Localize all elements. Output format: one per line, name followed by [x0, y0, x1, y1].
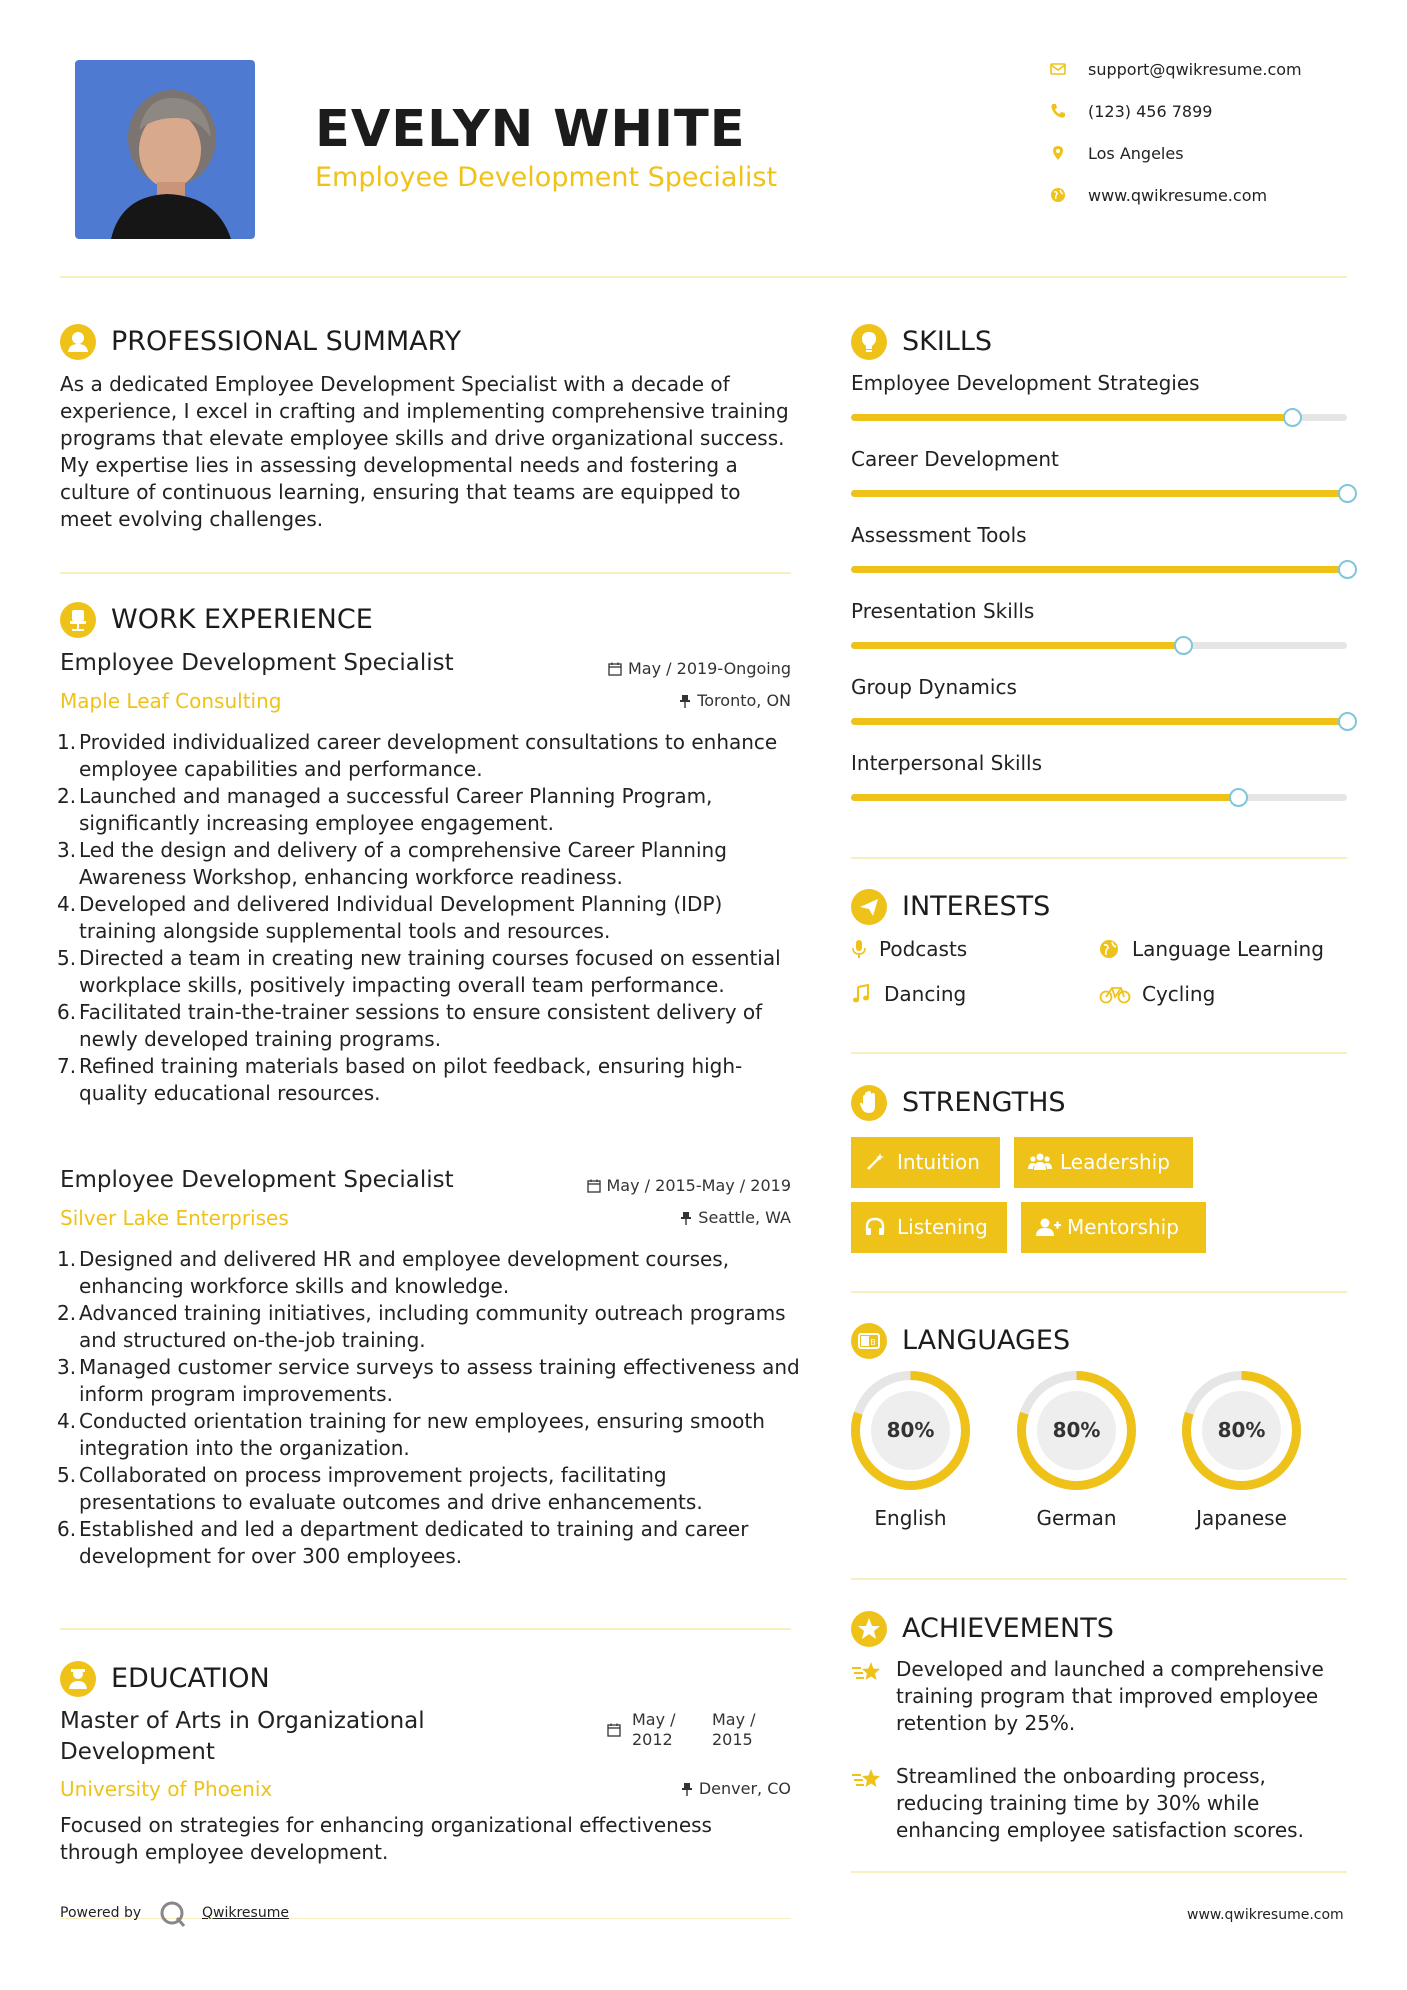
- skill-bar-fill: [851, 490, 1347, 497]
- location-icon: [1050, 145, 1066, 161]
- job-duties: [57, 1246, 800, 1570]
- languages-divider: [851, 1578, 1347, 1580]
- user-plus-icon: [1035, 1217, 1061, 1237]
- duty-item: 3. Managed customer service surveys to assess training effectiveness and inform program improvements.: [57, 1355, 800, 1406]
- skill-bar-knob[interactable]: [1338, 712, 1357, 731]
- skill-bar-fill: [851, 718, 1347, 725]
- job-date: [587, 1176, 792, 1195]
- language-name: English: [874, 1506, 947, 1530]
- duty-item: 2. Launched and managed a successful Career Planning Program, significantly increasing employee engagement.: [57, 784, 713, 835]
- skill-bar-fill: [851, 794, 1238, 801]
- skill-bar-track: [851, 566, 1347, 573]
- pin-icon: [681, 1782, 693, 1796]
- svg-text:B: B: [870, 1338, 876, 1347]
- duty-item: 2. Advanced training initiatives, including community outreach programs and structured on-the-job training.: [57, 1301, 786, 1352]
- degree-line-2: Development: [60, 1739, 215, 1765]
- calendar-icon: [608, 662, 622, 676]
- education-location-text: Denver, CO: [698, 1779, 791, 1798]
- education-description: Focused on strategies for enhancing organizational effectiveness through employee development.: [60, 1813, 712, 1864]
- job-location-text: Seattle, WA: [698, 1208, 791, 1227]
- school-name: University of Phoenix: [60, 1777, 273, 1801]
- shooting-star-icon: [851, 1767, 883, 1791]
- achievements-divider: [851, 1871, 1347, 1873]
- hand-icon: [851, 1085, 887, 1121]
- education-heading: EDUCATION: [111, 1663, 270, 1694]
- calendar-icon: [607, 1723, 621, 1742]
- job-location: [679, 691, 791, 710]
- skill-bar-fill: [851, 414, 1292, 421]
- candidate-name: EVELYN WHITE: [315, 100, 746, 159]
- interests-heading: INTERESTS: [902, 891, 1051, 922]
- brand-link[interactable]: Qwikresume: [202, 1905, 289, 1921]
- duty-item: 1. Designed and delivered HR and employee development courses, enhancing workforce skills and knowledge.: [57, 1247, 730, 1298]
- job-date-text: May / 2019-Ongoing: [628, 659, 791, 678]
- language-item: [1014, 1368, 1139, 1530]
- degree-line-1: Master of Arts in Organizational: [60, 1708, 425, 1734]
- skill-bar-fill: [851, 642, 1183, 649]
- job-location-text: Toronto, ON: [697, 691, 791, 710]
- headphones-icon: [865, 1217, 885, 1237]
- bicycle-icon: [1099, 984, 1131, 1004]
- achievements-heading: ACHIEVEMENTS: [902, 1613, 1114, 1644]
- strengths-divider: [851, 1291, 1347, 1293]
- skill-bar-knob[interactable]: [1338, 560, 1357, 579]
- skill-bar-track: [851, 794, 1347, 801]
- skills-heading: SKILLS: [902, 326, 993, 357]
- experience-divider: [60, 1628, 791, 1630]
- skills-divider: [851, 857, 1347, 859]
- strengths-heading: STRENGTHS: [902, 1087, 1066, 1118]
- education-date-end: [712, 1710, 756, 1750]
- duty-item: 4. Developed and delivered Individual Development Planning (IDP) training alongside supplemental tools and resources.: [57, 892, 723, 943]
- language-item: [1179, 1368, 1304, 1530]
- microphone-icon: [851, 939, 867, 959]
- interests-divider: [851, 1052, 1347, 1054]
- skill-name: Career Development: [851, 447, 1059, 471]
- job-company: Silver Lake Enterprises: [60, 1206, 289, 1230]
- interest-label: Podcasts: [879, 937, 968, 961]
- language-icon: [851, 1323, 887, 1359]
- job-date: [608, 659, 791, 678]
- duty-item: 1. Provided individualized career development consultations to enhance employee capabilities and performance.: [57, 730, 778, 781]
- phone-icon: [1050, 103, 1066, 119]
- language-item: [848, 1368, 973, 1530]
- contact-phone-text: (123) 456 7899: [1088, 102, 1213, 121]
- duty-item: 5. Directed a team in creating new training courses focused on essential workplace skills, positively impacting overall team performance.: [57, 946, 781, 997]
- date-start-year: 2012: [632, 1730, 673, 1749]
- education-date-start: [632, 1710, 676, 1750]
- paper-plane-icon: [851, 889, 887, 925]
- calendar-icon: [587, 1179, 601, 1193]
- strength-tag: [1021, 1202, 1206, 1253]
- globe-icon: [1099, 939, 1119, 959]
- contact-website-text: www.qwikresume.com: [1088, 186, 1268, 205]
- skill-name: Presentation Skills: [851, 599, 1035, 623]
- date-end-year: 2015: [712, 1730, 753, 1749]
- date-start-month: May /: [632, 1710, 676, 1729]
- graduation-icon: [60, 1661, 96, 1697]
- skill-bar-knob[interactable]: [1229, 788, 1248, 807]
- skill-bar-knob[interactable]: [1174, 636, 1193, 655]
- pin-icon: [680, 1211, 692, 1225]
- language-percent: 80%: [1202, 1391, 1281, 1470]
- duty-item: 6. Established and led a department dedicated to training and career development for over 300 employees.: [57, 1517, 749, 1568]
- language-name: Japanese: [1196, 1506, 1287, 1530]
- users-icon: [1028, 1152, 1052, 1172]
- duty-item: 6. Facilitated train-the-trainer sessions to ensure consistent delivery of newly developed training programs.: [57, 1000, 763, 1051]
- strength-label: Leadership: [1060, 1150, 1170, 1174]
- skill-bar-track: [851, 718, 1347, 725]
- shooting-star-icon: [851, 1660, 883, 1684]
- interest-label: Language Learning: [1132, 937, 1324, 961]
- interest-label: Cycling: [1142, 982, 1216, 1006]
- language-ring: [848, 1368, 973, 1493]
- languages-heading: LANGUAGES: [902, 1325, 1071, 1356]
- skill-bar-track: [851, 414, 1347, 421]
- job-company: Maple Leaf Consulting: [60, 689, 282, 713]
- lightbulb-icon: [851, 324, 887, 360]
- duty-item: 7. Refined training materials based on pilot feedback, ensuring high-quality educational resources.: [57, 1054, 743, 1105]
- skill-bar-knob[interactable]: [1338, 484, 1357, 503]
- language-ring: [1014, 1368, 1139, 1493]
- profile-photo: [75, 60, 255, 239]
- qwikresume-logo-icon: [158, 1899, 188, 1934]
- globe-icon: [1050, 187, 1066, 203]
- skill-bar-fill: [851, 566, 1347, 573]
- language-percent: 80%: [871, 1391, 950, 1470]
- user-icon: [60, 324, 96, 360]
- skill-bar-knob[interactable]: [1283, 408, 1302, 427]
- job-title: Employee Development Specialist: [60, 650, 454, 676]
- skill-name: Interpersonal Skills: [851, 751, 1043, 775]
- summary-divider: [60, 572, 791, 574]
- candidate-title: Employee Development Specialist: [315, 162, 778, 193]
- duty-item: 5. Collaborated on process improvement projects, facilitating presentations to evaluate outcomes and drive enhancements.: [57, 1463, 703, 1514]
- music-icon: [851, 984, 871, 1004]
- job-duties: [57, 729, 800, 1107]
- language-ring: [1179, 1368, 1304, 1493]
- strength-label: Intuition: [897, 1150, 980, 1174]
- header-divider: [60, 276, 1347, 278]
- job-location: [680, 1208, 791, 1227]
- skill-name: Group Dynamics: [851, 675, 1017, 699]
- duty-item: 3. Led the design and delivery of a comprehensive Career Planning Awareness Workshop, enhancing workforce readiness.: [57, 838, 727, 889]
- star-icon: [851, 1611, 887, 1647]
- powered-by-label: Powered by: [60, 1905, 142, 1921]
- strength-tag: [851, 1202, 1007, 1253]
- contact-email-text: support@qwikresume.com: [1088, 60, 1302, 79]
- strength-label: Mentorship: [1067, 1215, 1179, 1239]
- job-title: Employee Development Specialist: [60, 1167, 454, 1193]
- date-end-month: May /: [712, 1710, 756, 1729]
- interest-label: Dancing: [884, 982, 967, 1006]
- language-percent: 80%: [1037, 1391, 1116, 1470]
- skill-name: Employee Development Strategies: [851, 371, 1200, 395]
- skill-name: Assessment Tools: [851, 523, 1027, 547]
- achievement-text: Streamlined the onboarding process, reducing training time by 30% while enhancing employee satisfaction scores.: [896, 1764, 1304, 1842]
- experience-heading: WORK EXPERIENCE: [111, 604, 373, 635]
- language-name: German: [1036, 1506, 1117, 1530]
- summary-text: As a dedicated Employee Development Specialist with a decade of experience, I excel in crafting and implementing comprehensive training programs that elevate employee skills and drive organizational success. My expertise lies in assessing developmental needs and fostering a culture of continuous learning, ensuring that teams are equipped to meet evolving challenges.: [60, 372, 789, 531]
- chair-icon: [60, 602, 96, 638]
- pin-icon: [679, 694, 691, 708]
- skill-bar-track: [851, 642, 1347, 649]
- duty-item: 4. Conducted orientation training for new employees, ensuring smooth integration into the organization.: [57, 1409, 765, 1460]
- strength-label: Listening: [897, 1215, 988, 1239]
- strength-tag: [1014, 1137, 1193, 1188]
- email-icon: [1050, 61, 1066, 77]
- job-date-text: May / 2015-May / 2019: [606, 1176, 791, 1195]
- summary-heading: PROFESSIONAL SUMMARY: [111, 326, 462, 357]
- magic-wand-icon: [865, 1152, 885, 1172]
- achievement-text: Developed and launched a comprehensive training program that improved employee retention by 25%.: [896, 1657, 1324, 1735]
- skill-bar-track: [851, 490, 1347, 497]
- contact-location-text: Los Angeles: [1088, 144, 1184, 163]
- footer-website-link[interactable]: www.qwikresume.com: [1187, 1907, 1344, 1923]
- education-location: [681, 1779, 791, 1798]
- strength-tag: [851, 1137, 1000, 1188]
